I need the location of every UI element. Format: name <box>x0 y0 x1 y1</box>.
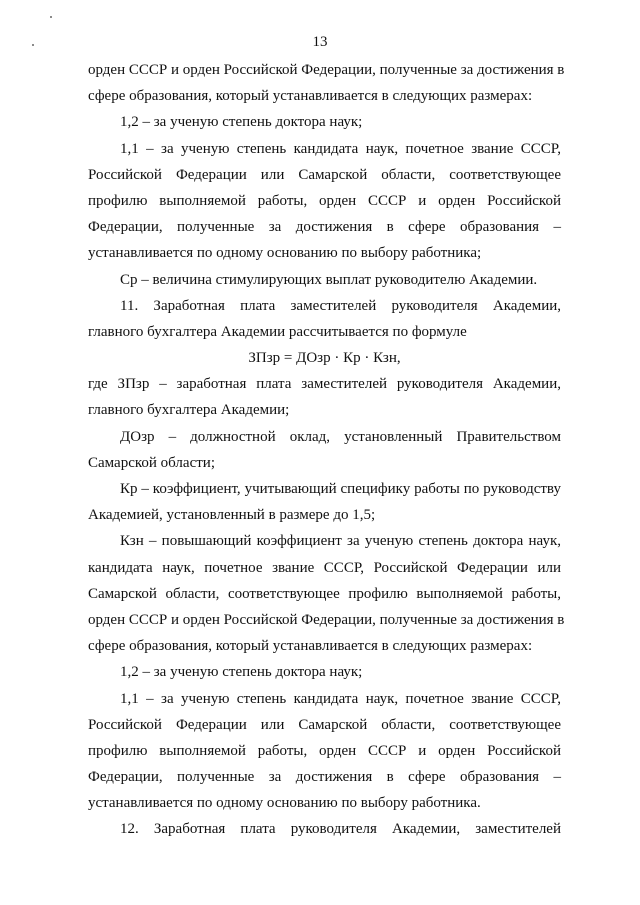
text-line: Самарской области; <box>88 454 215 471</box>
text-line: главного бухгалтера Академии; <box>88 402 290 419</box>
formula: ЗПзр = ДОзр · Кр · Кзн, <box>248 350 401 367</box>
text-line: орден СССР и орден Российской Федерации, полученные за достижения в <box>88 62 565 78</box>
text-line: кандидата наук, почетное звание СССР, Российской Федерации или <box>88 559 561 576</box>
text-line: Академией, установленный в размере до 1,5; <box>88 507 376 524</box>
text-line: 1,2 – за ученую степень доктора наук; <box>120 664 363 681</box>
text-line: орден СССР и орден Российской Федерации, полученные за достижения в <box>88 611 565 628</box>
text-line: Федерации, полученные за достижения в сфере образования – <box>88 219 561 236</box>
text-line: Ср – величина стимулирующих выплат руководителю Академии. <box>120 271 538 288</box>
text-line: сфере образования, который устанавливается в следующих размерах: <box>88 638 533 655</box>
text-line: 1,1 – за ученую степень кандидата наук, почетное звание СССР, <box>120 140 561 157</box>
text-line: Федерации, полученные за достижения в сфере образования – <box>88 769 561 786</box>
text-line: 1,1 – за ученую степень кандидата наук, почетное звание СССР, <box>120 690 561 707</box>
text-line: Российской Федерации или Самарской области, соответствующее <box>88 716 561 733</box>
text-line: Кзн – повышающий коэффициент за ученую степень доктора наук, <box>120 533 561 550</box>
text-line: Российской Федерации или Самарской области, соответствующее <box>88 166 561 183</box>
text-line: где ЗПзр – заработная плата заместителей руководителя Академии, <box>88 376 561 393</box>
page-number: 13 <box>312 34 328 50</box>
text-line: Самарской области, соответствующее профилю выполняемой работы, <box>88 585 561 602</box>
text-line: профилю выполняемой работы, орден СССР и орден Российской <box>88 742 561 759</box>
text-line: сфере образования, который устанавливается в следующих размерах: <box>88 88 533 105</box>
text-line: главного бухгалтера Академии рассчитывается по формуле <box>88 323 467 340</box>
text-line: устанавливается по одному основанию по выбору работника; <box>88 245 482 262</box>
text-line: 1,2 – за ученую степень доктора наук; <box>120 114 363 131</box>
text-line: ДОзр – должностной оклад, установленный Правительством <box>120 428 561 445</box>
text-line: 11. Заработная плата заместителей руководителя Академии, <box>120 297 561 314</box>
document-body <box>88 57 565 843</box>
text-line: Кр – коэффициент, учитывающий специфику работы по руководству <box>120 481 561 497</box>
scan-speck <box>50 16 52 18</box>
text-line: устанавливается по одному основанию по выбору работника. <box>88 795 481 812</box>
text-line: профилю выполняемой работы, орден СССР и орден Российской <box>88 192 561 209</box>
text-line: 12. Заработная плата руководителя Академии, заместителей <box>120 821 561 838</box>
